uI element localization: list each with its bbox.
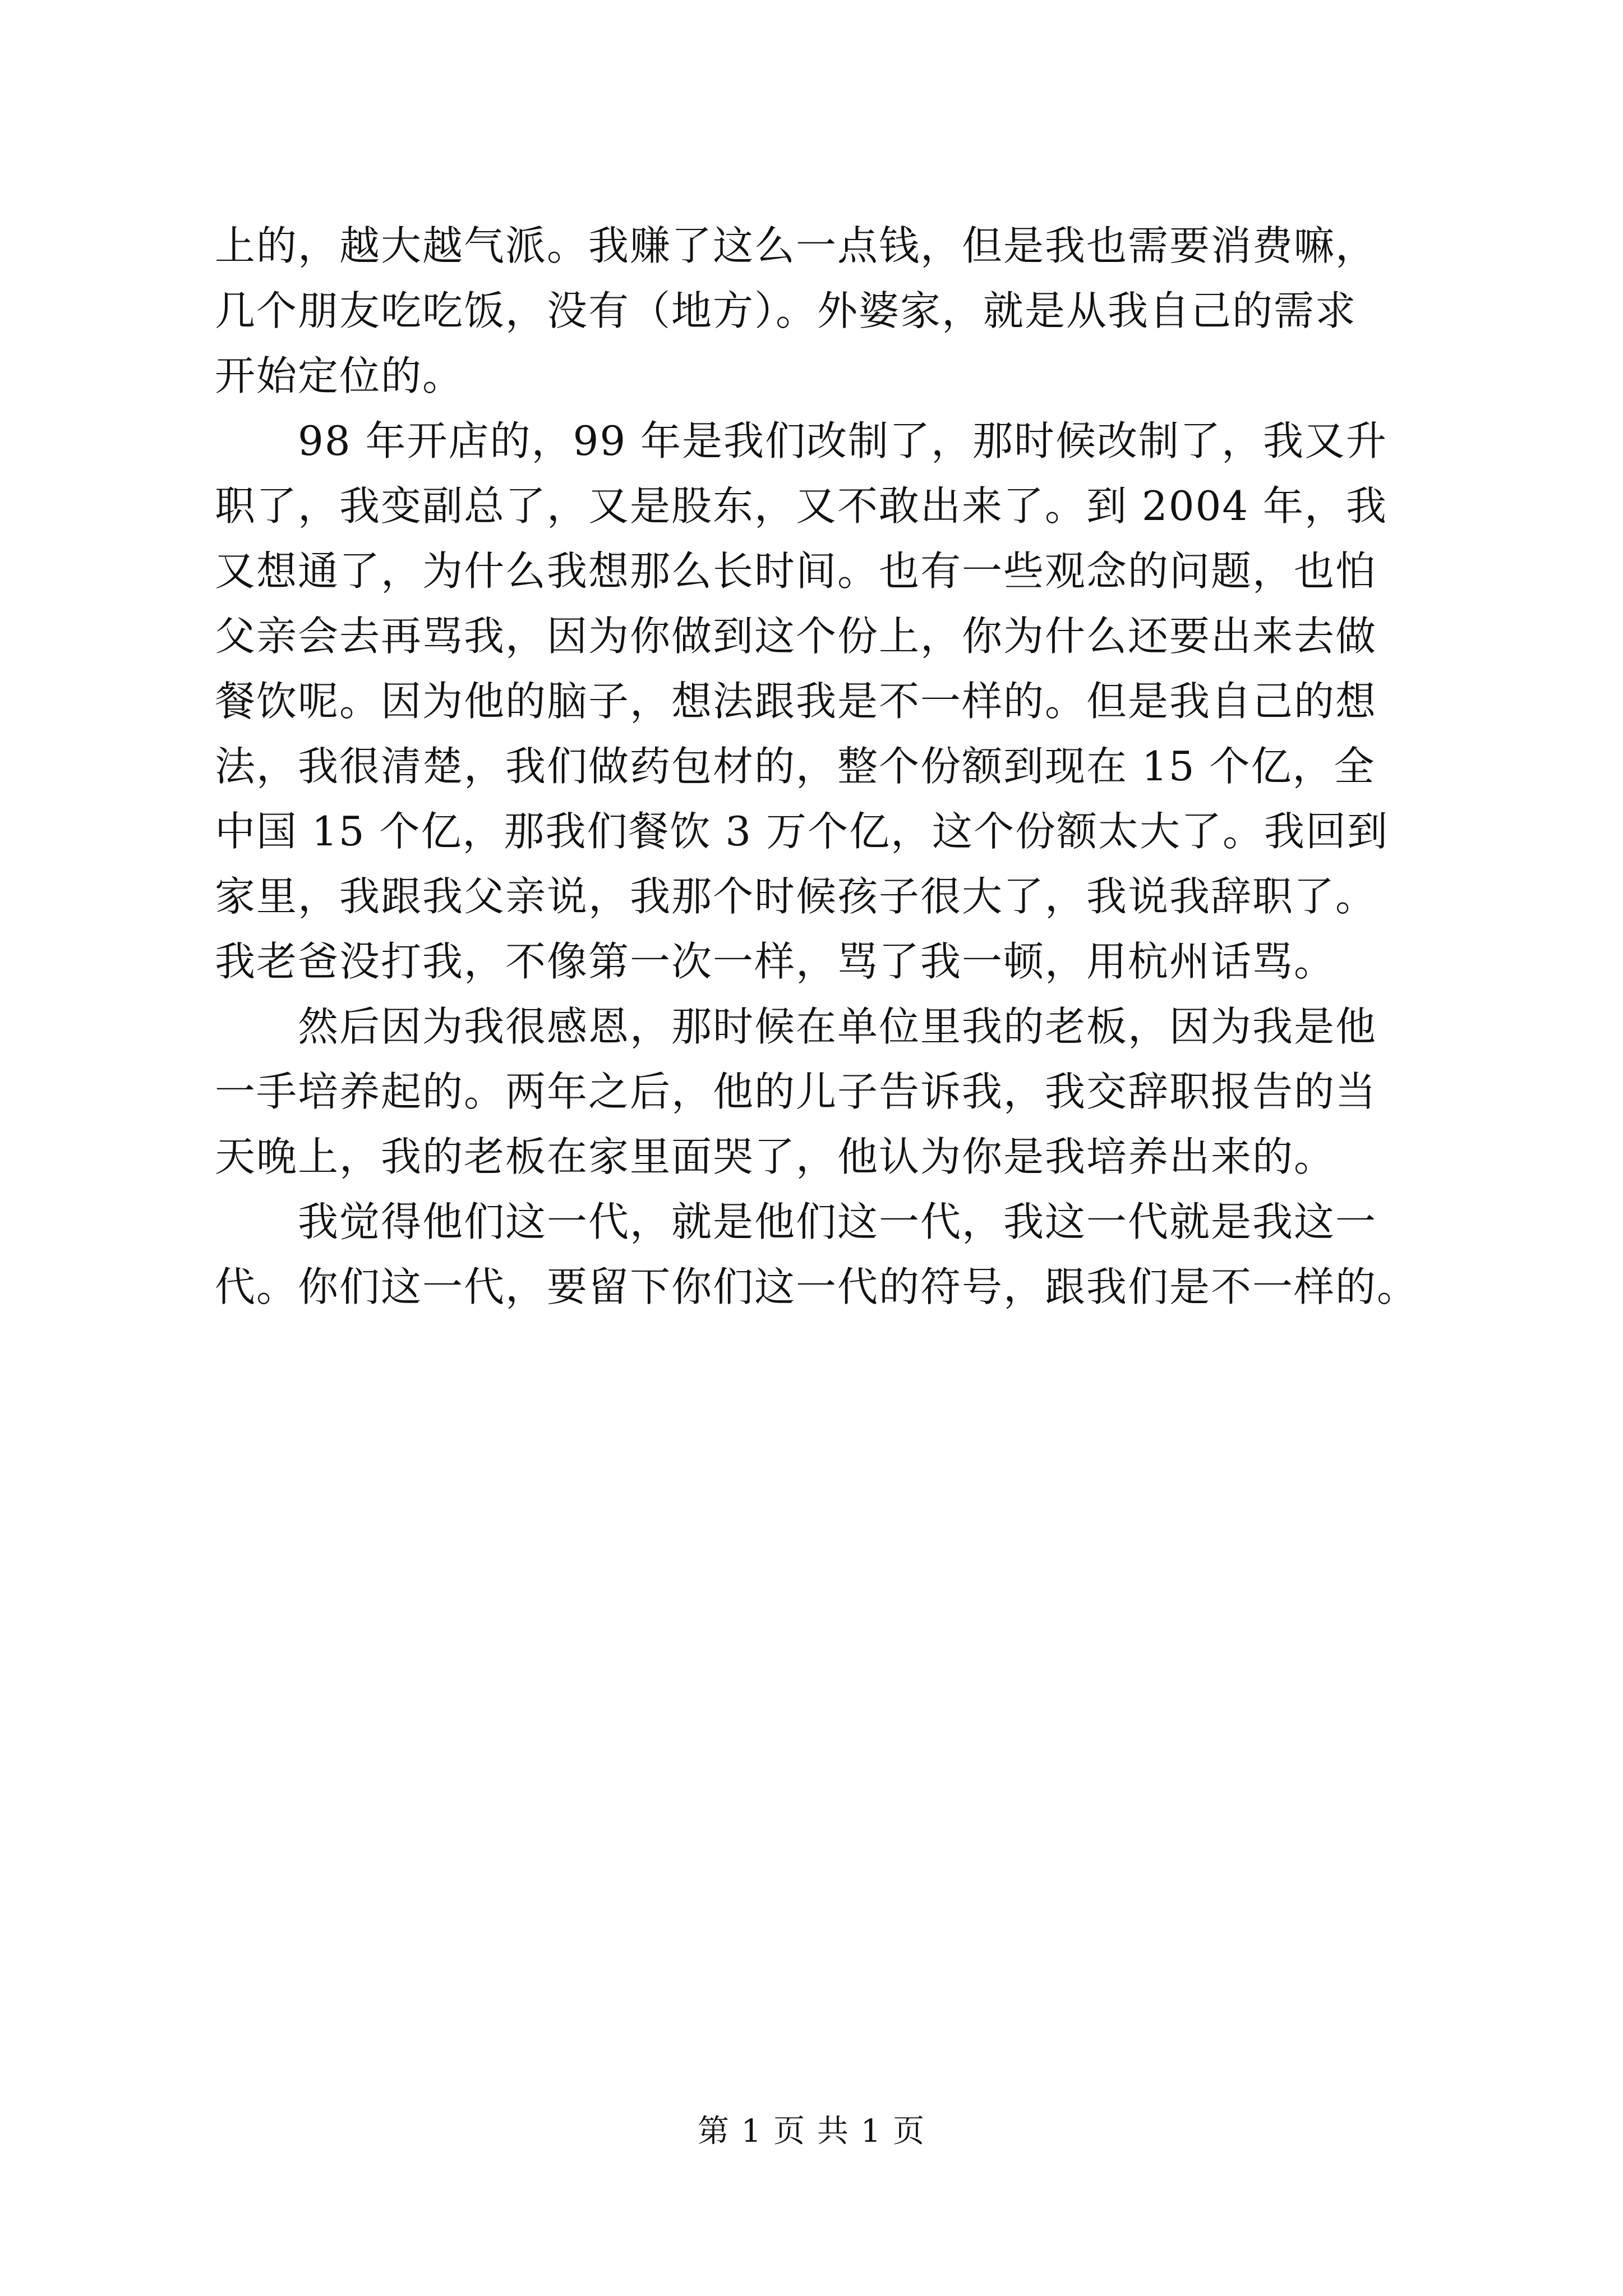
text-line: 职了，我变副总了，又是股东，又不敢出来了。到 2004 年，我 — [215, 482, 1388, 530]
text-line: 代。你们这一代，要留下你们这一代的符号，跟我们是不一样的。 — [215, 1263, 1419, 1310]
text-line: 一手培养起的。两年之后，他的儿子告诉我，我交辞职报告的当 — [215, 1068, 1377, 1115]
body-text — [215, 213, 1421, 1319]
text-line: 我觉得他们这一代，就是他们这一代，我这一代就是我这一 — [215, 1198, 1377, 1245]
text-line: 家里，我跟我父亲说，我那个时候孩子很大了，我说我辞职了。 — [215, 873, 1377, 920]
text-line: 中国 15 个亿，那我们餐饮 3 万个亿，这个份额太大了。我回到 — [215, 808, 1389, 855]
text-line: 又想通了，为什么我想那么长时间。也有一些观念的问题，也怕 — [215, 547, 1377, 595]
paragraph-2 — [215, 408, 1421, 994]
text-line: 几个朋友吃吃饭，没有（地方）。外婆家，就是从我自己的需求 — [215, 287, 1357, 334]
text-line: 天晚上，我的老板在家里面哭了，他认为你是我培养出来的。 — [215, 1133, 1336, 1180]
text-line: 我老爸没打我，不像第一次一样，骂了我一顿，用杭州话骂。 — [215, 938, 1336, 985]
text-line: 然后因为我很感恩，那时候在单位里我的老板，因为我是他 — [215, 1003, 1377, 1050]
text-line: 父亲会去再骂我，因为你做到这个份上，你为什么还要出来去做 — [215, 613, 1377, 660]
text-line: 开始定位的。 — [215, 352, 464, 399]
text-line: 98 年开店的，99 年是我们改制了，那时候改制了，我又升 — [215, 417, 1388, 464]
text-line: 上的，越大越气派。我赚了这么一点钱，但是我也需要消费嘛， — [215, 222, 1377, 269]
paragraph-3 — [215, 994, 1421, 1189]
text-line: 餐饮呢。因为他的脑子，想法跟我是不一样的。但是我自己的想 — [215, 678, 1377, 725]
paragraph-1 — [215, 213, 1421, 408]
paragraph-4 — [215, 1189, 1421, 1319]
page-number-footer: 第 1 页 共 1 页 — [697, 2113, 926, 2150]
text-line: 法，我很清楚，我们做药包材的，整个份额到现在 15 个亿，全 — [215, 743, 1376, 790]
